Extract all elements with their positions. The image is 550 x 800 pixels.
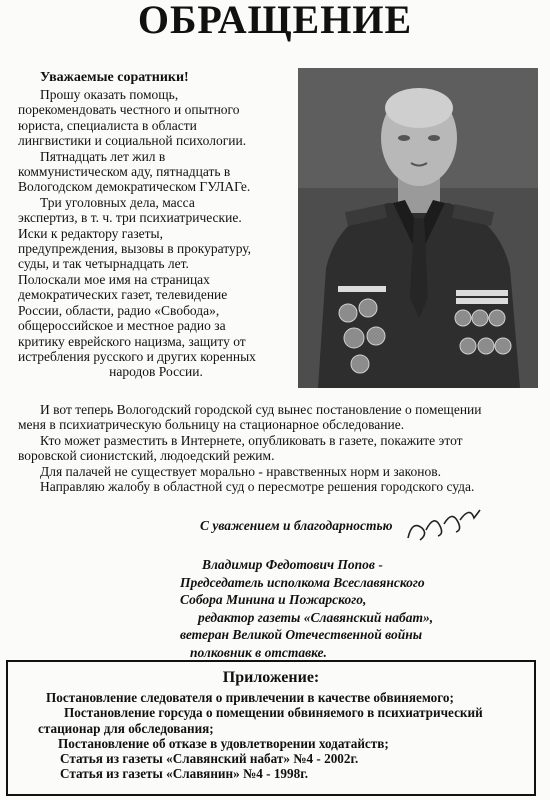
text-line: Иски к редактору газеты,: [18, 225, 164, 241]
text-line: Прошу оказать помощь,: [40, 87, 179, 102]
text-line: критику еврейского нацизма, защиту от: [18, 333, 246, 349]
left-text-column: [18, 87, 294, 380]
greeting: Уважаемые соратники!: [40, 70, 189, 85]
author-line: редактор газеты «Славянский набат»,: [198, 609, 434, 625]
author-photo: [298, 68, 538, 388]
text-line: Для палачей не существует морально - нравственных норм и законов.: [40, 463, 442, 479]
text-line: суды, и так четырнадцать лет.: [18, 256, 189, 272]
text-line: Кто может разместить в Интернете, опубликовать в газете, покажите этот: [40, 432, 463, 448]
text-line: общероссийское и местное радио за: [18, 318, 226, 334]
text-line: меня в психиатрическую больницу на стационарное обследование.: [18, 417, 405, 433]
text-line: Три уголовных дела, масса: [40, 194, 195, 210]
text-line: коммунистическом аду, пятнадцать в: [18, 164, 231, 180]
author-line: Председатель исполкома Всеславянского: [180, 574, 425, 590]
text-line: лингвистики и социальной психологии.: [18, 133, 247, 149]
appendix-item: Постановление горсуда о помещении обвиняемого в психиатрический: [64, 705, 483, 721]
author-line: полковник в отставке.: [190, 644, 327, 660]
author-line: Собора Минина и Пожарского,: [180, 592, 367, 608]
author-line: Владимир Федотович Попов -: [202, 557, 383, 572]
text-line: экспертиз, в т. ч. три психиатрические.: [18, 210, 242, 226]
text-line: Полоскали мое имя на страницах: [18, 271, 210, 287]
text-line: предупреждения, вызовы в прокуратуру,: [18, 241, 252, 257]
text-line: Вологодском демократическом ГУЛАГе.: [18, 179, 251, 195]
appendix-item: Статья из газеты «Славянский набат» №4 - 2002г.: [60, 751, 359, 767]
appendix-item: Статья из газеты «Славянин» №4 - 1998г.: [60, 766, 309, 782]
text-line: России, области, радио «Свобода»,: [18, 302, 220, 318]
page-title: ОБРАЩЕНИЕ: [137, 0, 413, 42]
text-line: И вот теперь Вологодский городской суд вынес постановление о помещении: [40, 402, 482, 417]
handwritten-signature: [400, 500, 490, 555]
appendix-item: Постановление об отказе в удовлетворении ходатайств;: [58, 735, 389, 751]
text-line: воровской сионистский, людоедский режим.: [18, 448, 275, 464]
text-line: юриста, специалиста в области: [18, 117, 197, 133]
text-line: народов России.: [109, 364, 203, 380]
appendix-box: [6, 660, 536, 796]
text-line: порекомендовать честного и опытного: [18, 102, 240, 118]
appendix-item: Постановление следователя о привлечении в качестве обвиняемого;: [46, 690, 454, 705]
full-width-text: [18, 402, 538, 494]
closing-line: С уважением и благодарностью: [200, 518, 393, 533]
text-line: истребления русского и других коренных: [18, 348, 256, 364]
appendix-title: Приложение:: [222, 669, 320, 686]
text-line: Направляю жалобу в областной суд о пересмотре решения городского суда.: [40, 479, 475, 495]
author-block: [180, 556, 510, 662]
appendix-list: [8, 690, 534, 782]
text-line: Пятнадцать лет жил в: [40, 148, 166, 164]
portrait-graphic: [298, 68, 538, 388]
author-line: ветеран Великой Отечественной войны: [180, 627, 423, 643]
text-line: демократических газет, телевидение: [18, 287, 228, 303]
appendix-item: стационар для обследования;: [38, 720, 214, 736]
